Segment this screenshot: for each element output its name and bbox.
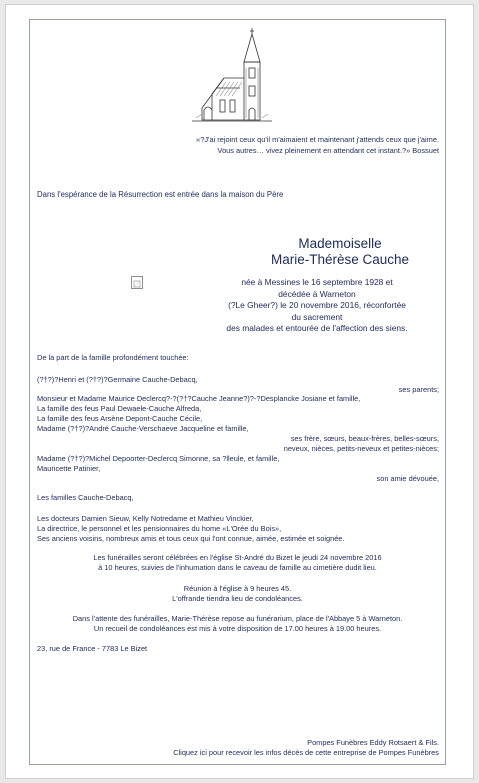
- list-item: La famille des feus Arsène Depont-Cauche Cécile,: [37, 414, 203, 423]
- photo-placeholder: [131, 276, 143, 289]
- address: 23, rue de France - 7783 Le Bizet: [37, 644, 148, 653]
- deceased-header: [230, 236, 450, 268]
- family-siblings-role: [284, 434, 439, 454]
- list-item: Les docteurs Damien Sieuw, Kelly Notredame et Mathieu Vinckier,: [37, 514, 254, 523]
- list-item: Mauricette Patinier,: [37, 464, 101, 473]
- family-friends: [37, 454, 279, 474]
- intro-text: Dans l'espérance de la Résurrection est entrée dans la maison du Père: [37, 190, 284, 199]
- obituary-card: [29, 19, 446, 765]
- detail-line: des malades et entourée de l'affection des siens.: [226, 323, 408, 333]
- deceased-name: Marie-Thérèse Cauche: [270, 252, 410, 267]
- deceased-details: [197, 277, 437, 335]
- funeral-meeting: [30, 584, 445, 604]
- wake-line-1: Dans l'attente des funérailles, Marie-Thérèse repose au funérarium, place de l'Abbaye 5 à Warneton.: [72, 614, 403, 623]
- quote-line-1: «?J'ai rejoint ceux qu'il m'aimaient et maintenant j'attends ceux que j'aime.: [196, 135, 439, 144]
- funeral-wake: [30, 614, 445, 634]
- deceased-title: Mademoiselle: [298, 236, 382, 251]
- family-families: Les familles Cauche-Debacq,: [37, 493, 134, 502]
- quote-line-2: Vous autres… vivez pleinement en attendant cet instant.?» Bossuet: [217, 146, 439, 155]
- detail-line: née à Messines le 16 septembre 1928 et: [241, 277, 393, 287]
- wake-line-2: Un recueil de condoléances est mis à votre disposition de 17.00 heures à 19.00 heures.: [93, 624, 382, 633]
- quote: [196, 135, 439, 156]
- list-item: La famille des feus Paul Dewaele-Cauche Alfreda,: [37, 404, 202, 413]
- list-item: Ses anciens voisins, nombreux amis et tous ceux qui l'ont connue, aimée, estimée et soignée.: [37, 534, 345, 543]
- family-parents: (?†?)?Henri et (?†?)?Germaine Cauche-Debacq,: [37, 375, 198, 384]
- image-icon: [132, 279, 142, 290]
- subscribe-link[interactable]: Cliquez ici pour recevoir les infos décès de cette entreprise de Pompes Funèbres: [173, 748, 439, 757]
- family-intro: De la part de la famille profondément touchée:: [37, 353, 189, 362]
- detail-line: du sacrement: [291, 311, 343, 322]
- church-illustration: [192, 28, 272, 124]
- detail-line: décédée à Warneton: [278, 288, 356, 299]
- meeting-line-1: Réunion à l'église à 9 heures 45.: [183, 584, 292, 593]
- list-item: Madame (?†?)?Michel Depoorter-Declercq Simonne, sa ?lleule, et famille,: [37, 454, 280, 463]
- meeting-line-2: L'offrande tiendra lieu de condoléances.: [172, 594, 303, 603]
- list-item: La directrice, le personnel et les pensionnaires du home «L'Orée du Bois»,: [37, 524, 282, 533]
- funeral-info: [30, 553, 445, 573]
- list-item: Monsieur et Madame Maurice Declercq?-?(?†?Cauche Jeanne?)?-?Desplancke Josiane et famille,: [37, 394, 361, 403]
- family-siblings: [37, 394, 360, 434]
- list-item: Madame (?†?)?André Cauche-Verschaeve Jacqueline et famille,: [37, 424, 249, 433]
- funeral-line-1: Les funérailles seront célébrées en l'église St-André du Bizet le jeudi 24 novembre 2016: [93, 553, 382, 562]
- family-others: [37, 514, 344, 544]
- company-name: Pompes Funèbres Eddy Rotsaert & Fils.: [307, 738, 439, 747]
- family-parents-role: ses parents;: [398, 385, 439, 394]
- role-line: ses frère, sœurs, beaux-frères, belles-sœurs,: [290, 434, 439, 443]
- detail-line: (?Le Gheer?) le 20 novembre 2016, réconfortée: [228, 300, 406, 310]
- role-line: neveux, nièces, petits-neveux et petites-nièces;: [283, 444, 439, 453]
- footer: [173, 738, 439, 758]
- family-friend-role: son amie dévouée,: [376, 474, 439, 483]
- funeral-line-2: à 10 heures, suivies de l'inhumation dans le caveau de famille au cimetière dudit lieu.: [98, 563, 377, 572]
